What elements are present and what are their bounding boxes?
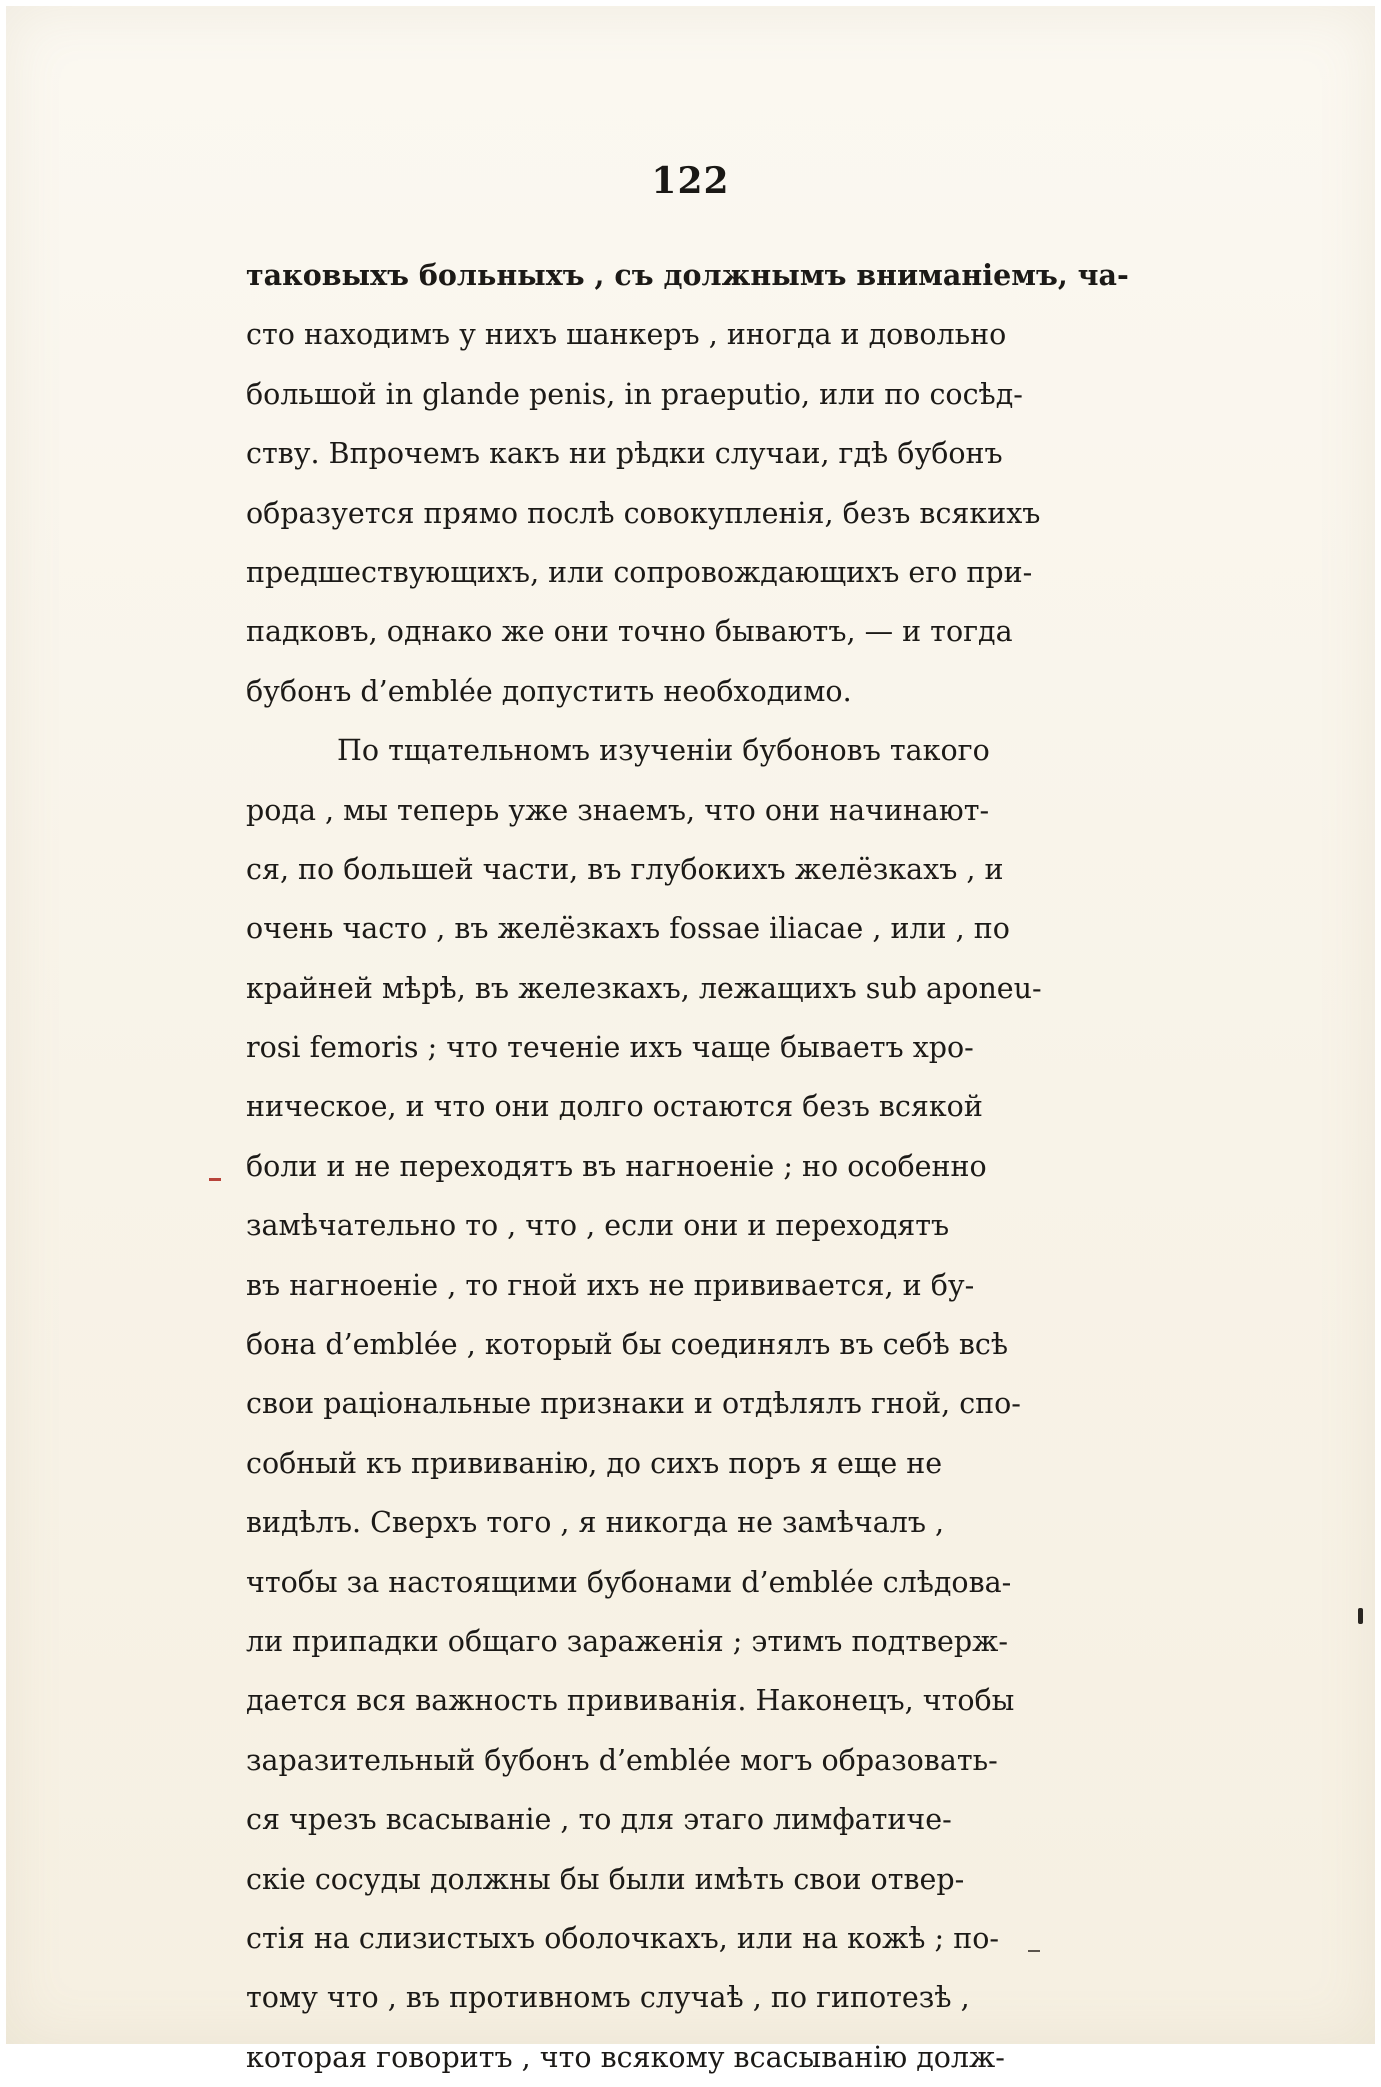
text-line: тому что , въ противномъ случаѣ , по гипотезѣ ,	[246, 1981, 970, 2015]
text-line: которая говоритъ , что всякому всасыванію долж-	[246, 2040, 1005, 2074]
text-line: заразительный бубонъ d’emblée могъ образовать-	[246, 1743, 998, 1777]
text-line: ли припадки общаго зараженія ; этимъ подтверж-	[246, 1624, 1008, 1658]
paragraph-first-line: По тщательномъ изученіи бубоновъ такого	[337, 734, 990, 768]
page-number: 122	[651, 160, 730, 202]
body-text	[246, 246, 1182, 2087]
text-line: ническое, и что они долго остаются безъ всякой	[246, 1090, 983, 1124]
text-line: видѣлъ. Сверхъ того , я никогда не замѣчалъ ,	[246, 1506, 945, 1540]
text-line: замѣчательно то , что , если они и переходятъ	[246, 1209, 950, 1243]
edge-speck	[1358, 1608, 1363, 1624]
text-line: скіе сосуды должны бы были имѣть свои отвер-	[246, 1862, 965, 1896]
text-line: дается вся важность прививанія. Наконецъ, чтобы	[246, 1684, 1015, 1718]
text-line: стія на слизистыхъ оболочкахъ, или на кожѣ ; по-	[246, 1921, 999, 1955]
text-line: ся чрезъ всасываніе , то для этаго лимфатиче-	[246, 1803, 952, 1837]
text-line: очень часто , въ желёзкахъ fossae iliacae , или , по	[246, 912, 1010, 946]
text-line: чтобы за настоящими бубонами d’emblée слѣдова-	[246, 1565, 1012, 1599]
text-line: ся, по большей части, въ глубокихъ желёзкахъ , и	[246, 852, 1004, 886]
margin-mark	[209, 1178, 221, 1181]
text-line: образуется прямо послѣ совокупленія, безъ всякихъ	[246, 496, 1041, 530]
text-line: свои раціональные признаки и отдѣлялъ гной, спо-	[246, 1387, 1021, 1421]
text-line: бубонъ d’emblée допустить необходимо.	[246, 674, 852, 708]
text-line: сто находимъ у нихъ шанкеръ , иногда и довольно	[246, 318, 1007, 352]
text-line: крайней мѣрѣ, въ железкахъ, лежащихъ sub aponeu-	[246, 971, 1042, 1005]
text-line: боли и не переходятъ въ нагноеніе ; но особенно	[246, 1149, 987, 1183]
text-line: rosi femoris ; что теченіе ихъ чаще бываетъ хро-	[246, 1031, 974, 1065]
text-line: большой in glande penis, in praeputio, или по сосѣд-	[246, 377, 1023, 411]
text-line: бона d’emblée , который бы соединялъ въ себѣ всѣ	[246, 1328, 1009, 1362]
text-line: рода , мы теперь уже знаемъ, что они начинают-	[246, 793, 990, 827]
text-line: собный къ прививанію, до сихъ поръ я еще не	[246, 1446, 943, 1480]
text-line: въ нагноеніе , то гной ихъ не прививается, и бу-	[246, 1268, 975, 1302]
text-line: таковыхъ больныхъ , съ должнымъ вниманіемъ, ча-	[246, 258, 1129, 292]
text-line: ству. Впрочемъ какъ ни рѣдки случаи, гдѣ бубонъ	[246, 437, 1003, 471]
foot-dash	[1028, 1950, 1040, 1952]
text-line: падковъ, однако же они точно бываютъ, — и тогда	[246, 615, 1013, 649]
text-line: предшествующихъ, или сопровождающихъ его при-	[246, 555, 1033, 589]
